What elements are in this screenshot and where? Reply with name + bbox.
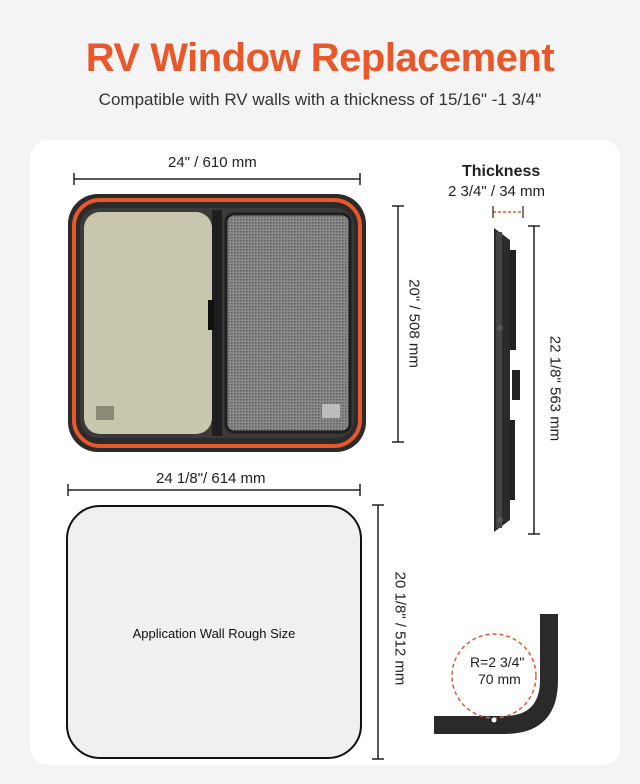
thickness-title: Thickness [462, 163, 541, 180]
thickness-value: 2 3/4" / 34 mm [448, 183, 546, 200]
thickness-height-label: 22 1/8" 563 mm [546, 335, 564, 442]
rough-width-label: 24 1/8"/ 614 mm [156, 470, 266, 487]
window-width-label: 24" / 610 mm [168, 154, 257, 171]
page-title: RV Window Replacement [85, 36, 555, 80]
rough-height-label: 20 1/8" / 512 mm [391, 571, 409, 686]
page-subtitle: Compatible with RV walls with a thickness of 15/16" -1 3/4" [98, 90, 542, 109]
rough-opening-label: Application Wall Rough Size [132, 626, 296, 641]
corner-radius-label: R=2 3/4" [470, 654, 525, 670]
window-height-label: 20" / 508 mm [405, 279, 423, 368]
corner-radius-mm: 70 mm [478, 671, 521, 687]
